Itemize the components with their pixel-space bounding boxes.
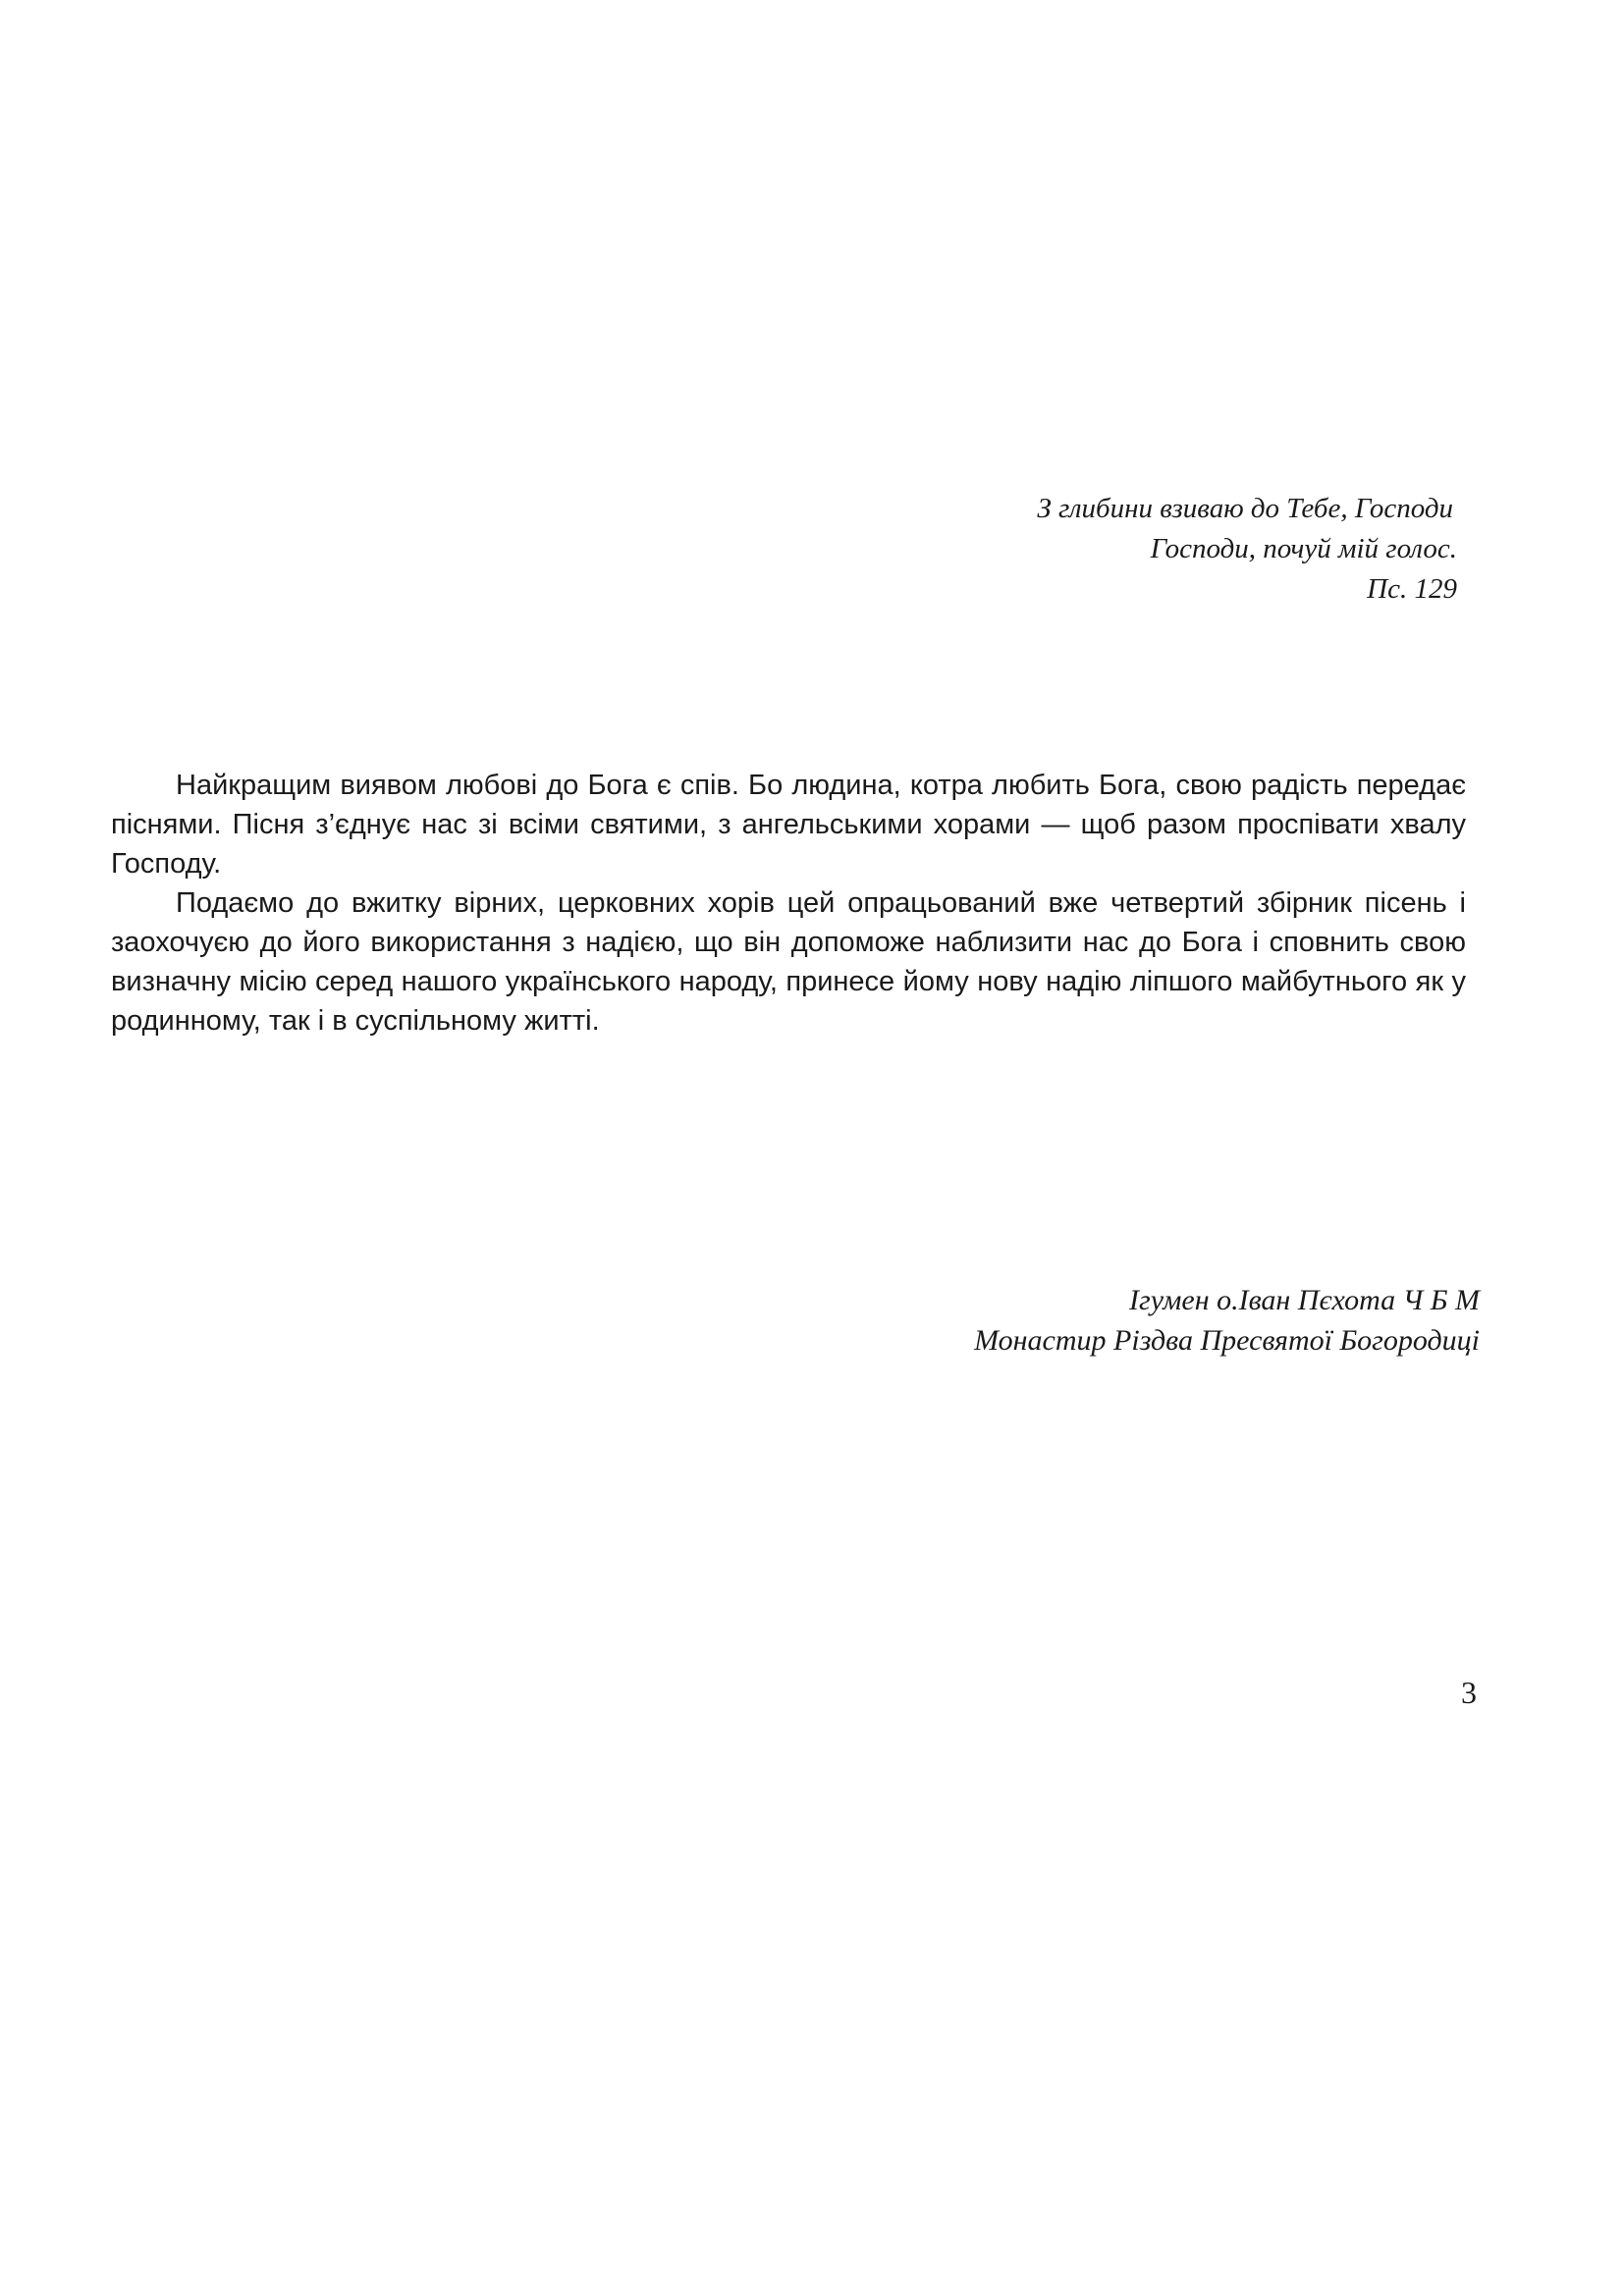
body-text xyxy=(111,766,1466,1041)
epigraph-line-2: Господи, почуй мій голос. xyxy=(1150,533,1457,564)
page-number: 3 xyxy=(1461,1675,1477,1710)
signature-name: Ігумен о.Іван Пєхота Ч Б М xyxy=(1129,1284,1480,1316)
epigraph xyxy=(770,489,1457,610)
epigraph-line-1: З глибини взиваю до Тебе, Господи xyxy=(1037,493,1453,524)
epigraph-reference: Пс. 129 xyxy=(1367,573,1457,605)
paragraph: Найкращим виявом любові до Бога є спів. Бо людина, котра любить Бога, свою радість передає піснями. Пісня з’єднує нас зі всіми святими, з ангельськими хорами — щоб разом проспівати хвалу Господу. xyxy=(111,770,1466,880)
signature-block xyxy=(792,1280,1480,1361)
paragraph: Подаємо до вжитку вірних, церковних хорів цей опрацьований вже четвертий збірник пісень і заохочуєю до його використання з надією, що він допоможе наблизити нас до Бога і сповнить свою визначну місію серед нашого українського народу, принесе йому нову надію ліпшого майбутнього як у родинному, так і в суспільному житті. xyxy=(111,887,1466,1037)
signature-place: Монастир Різдва Пресвятої Богородиці xyxy=(974,1324,1480,1357)
